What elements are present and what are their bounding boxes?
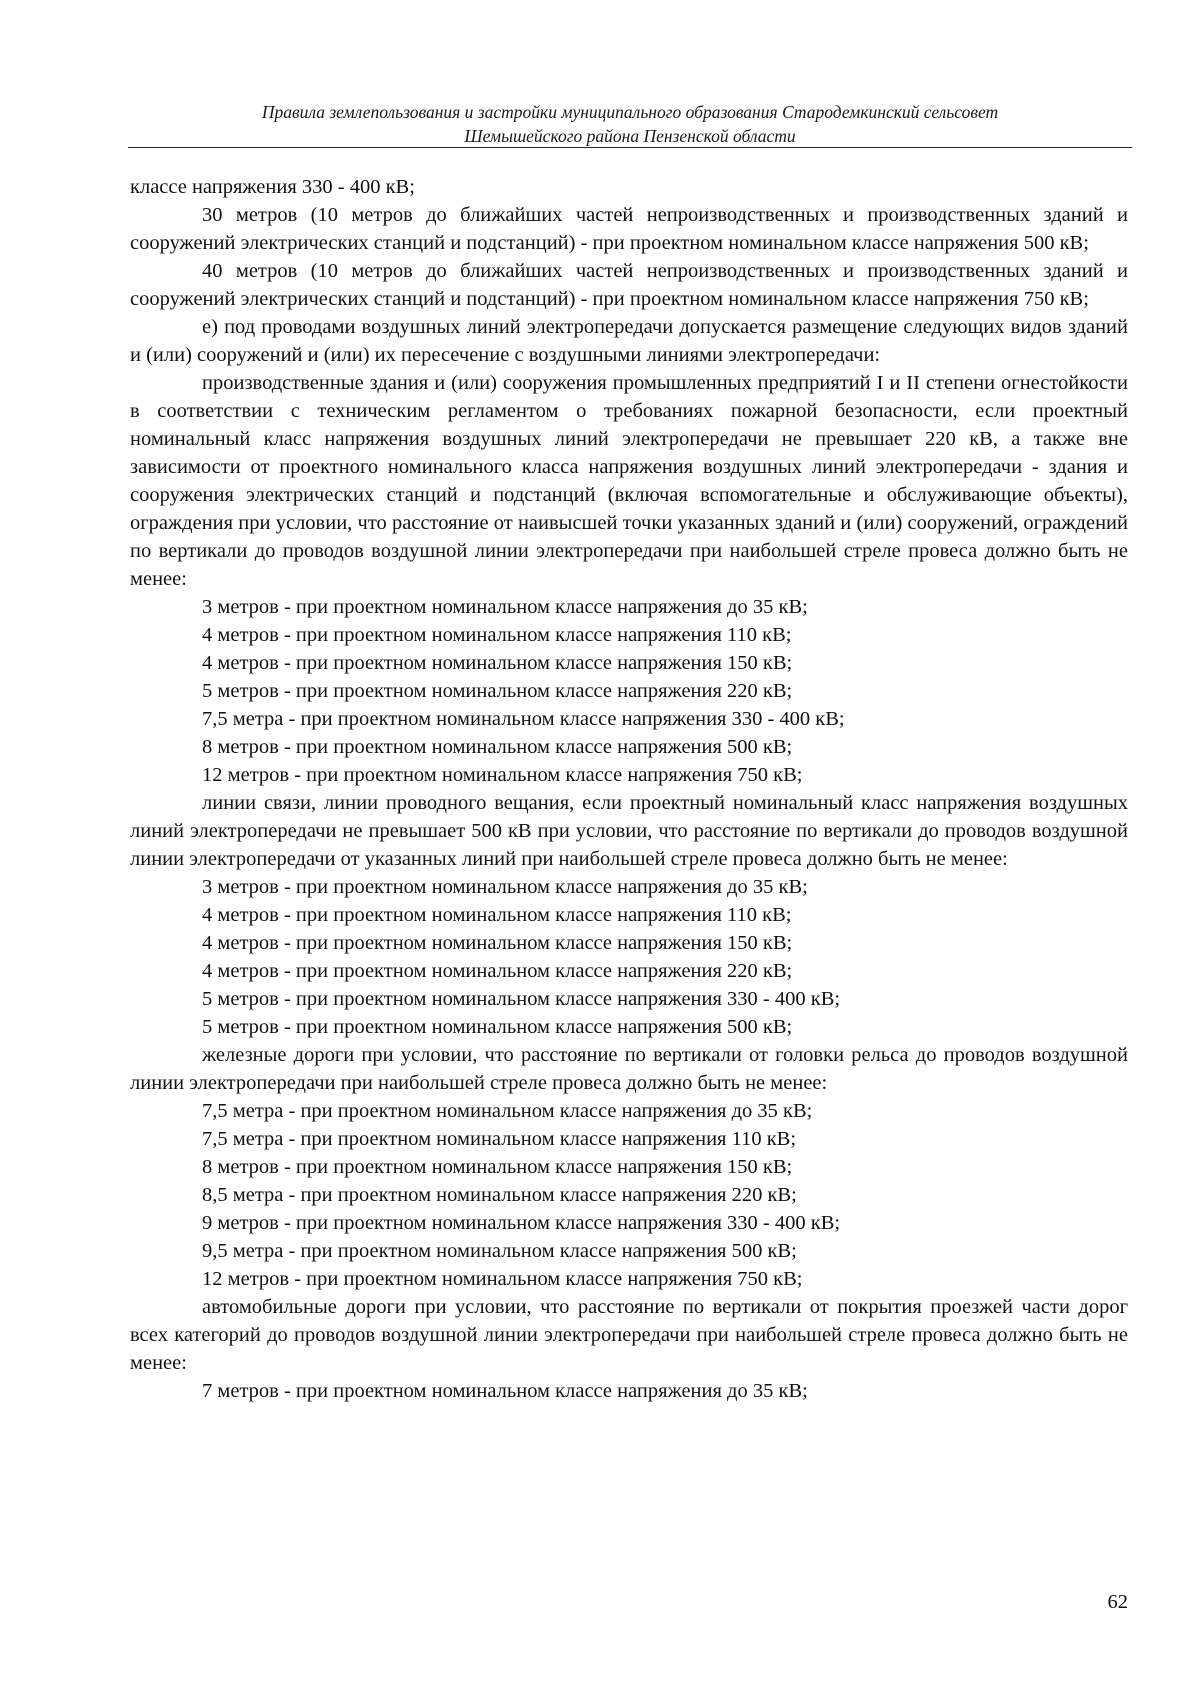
paragraph: 8,5 метра - при проектном номинальном классе напряжения 220 кВ;	[202, 1184, 797, 1206]
paragraph: 4 метров - при проектном номинальном классе напряжения 150 кВ;	[202, 932, 793, 954]
paragraph: 30 метров (10 метров до ближайших частей непроизводственных и производственных зданий и сооружений электрических станций и подстанций) - при проектном номинальном классе напряжения 500 кВ;	[130, 204, 1128, 254]
paragraph: 4 метров - при проектном номинальном классе напряжения 110 кВ;	[202, 624, 792, 646]
paragraph: 4 метров - при проектном номинальном классе напряжения 110 кВ;	[202, 904, 792, 926]
paragraph: 9 метров - при проектном номинальном классе напряжения 330 - 400 кВ;	[202, 1212, 841, 1234]
paragraph: 7,5 метра - при проектном номинальном классе напряжения 110 кВ;	[202, 1128, 797, 1150]
paragraph: 5 метров - при проектном номинальном классе напряжения 330 - 400 кВ;	[202, 988, 841, 1010]
paragraph: е) под проводами воздушных линий электропередачи допускается размещение следующих видов зданий и (или) сооружений и (или) их пересечение с воздушными линиями электропередачи:	[130, 316, 1128, 366]
header-line-2: Шемышейского района Пензенской области	[464, 126, 796, 146]
paragraph: 40 метров (10 метров до ближайших частей непроизводственных и производственных зданий и сооружений электрических станций и подстанций) - при проектном номинальном классе напряжения 750 кВ;	[130, 260, 1128, 310]
header-line-1: Правила землепользования и застройки муниципального образования Стародемкинский сельсовет	[261, 102, 999, 122]
paragraph: автомобильные дороги при условии, что расстояние по вертикали от покрытия проезжей части дорог всех категорий до проводов воздушной линии электропередачи при наибольшей стреле провеса должно быть не менее:	[130, 1296, 1128, 1374]
paragraph: 7,5 метра - при проектном номинальном классе напряжения до 35 кВ;	[202, 1100, 813, 1122]
paragraph: 8 метров - при проектном номинальном классе напряжения 150 кВ;	[202, 1156, 793, 1178]
paragraph: 7,5 метра - при проектном номинальном классе напряжения 330 - 400 кВ;	[202, 708, 845, 730]
paragraph: 5 метров - при проектном номинальном классе напряжения 220 кВ;	[202, 680, 793, 702]
paragraph: 12 метров - при проектном номинальном классе напряжения 750 кВ;	[202, 764, 803, 786]
document-body	[130, 173, 1128, 1405]
paragraph: линии связи, линии проводного вещания, если проектный номинальный класс напряжения воздушных линий электропередачи не превышает 500 кВ при условии, что расстояние по вертикали до проводов воздушной линии электропередачи от указанных линий при наибольшей стреле провеса должно быть не менее:	[130, 792, 1128, 870]
paragraph: 7 метров - при проектном номинальном классе напряжения до 35 кВ;	[202, 1380, 808, 1402]
paragraph: 3 метров - при проектном номинальном классе напряжения до 35 кВ;	[202, 876, 808, 898]
page-number: 62	[1107, 1591, 1128, 1613]
paragraph: железные дороги при условии, что расстояние по вертикали от головки рельса до проводов воздушной линии электропередачи при наибольшей стреле провеса должно быть не менее:	[130, 1044, 1128, 1094]
paragraph: 4 метров - при проектном номинальном классе напряжения 220 кВ;	[202, 960, 793, 982]
paragraph: 3 метров - при проектном номинальном классе напряжения до 35 кВ;	[202, 596, 808, 618]
paragraph: 4 метров - при проектном номинальном классе напряжения 150 кВ;	[202, 652, 793, 674]
paragraph: 5 метров - при проектном номинальном классе напряжения 500 кВ;	[202, 1016, 793, 1038]
page-header	[128, 100, 1132, 148]
paragraph: производственные здания и (или) сооружения промышленных предприятий I и II степени огнестойкости в соответствии с техническим регламентом о требованиях пожарной безопасности, если проектный номинальный класс напряжения воздушных линий электропередачи не превышает 220 кВ, а также вне зависимости от проектного номинального класса напряжения воздушных линий электропередачи - здания и сооружения электрических станций и подстанций (включая вспомогательные и обслуживающие объекты), ограждения при условии, что расстояние от наивысшей точки указанных зданий и (или) сооружений, ограждений по вертикали до проводов воздушной линии электропередачи при наибольшей стреле провеса должно быть не менее:	[130, 372, 1128, 590]
paragraph: классе напряжения 330 - 400 кВ;	[130, 176, 415, 198]
paragraph: 12 метров - при проектном номинальном классе напряжения 750 кВ;	[202, 1268, 803, 1290]
header-divider	[128, 147, 1132, 148]
paragraph: 9,5 метра - при проектном номинальном классе напряжения 500 кВ;	[202, 1240, 797, 1262]
paragraph: 8 метров - при проектном номинальном классе напряжения 500 кВ;	[202, 736, 793, 758]
